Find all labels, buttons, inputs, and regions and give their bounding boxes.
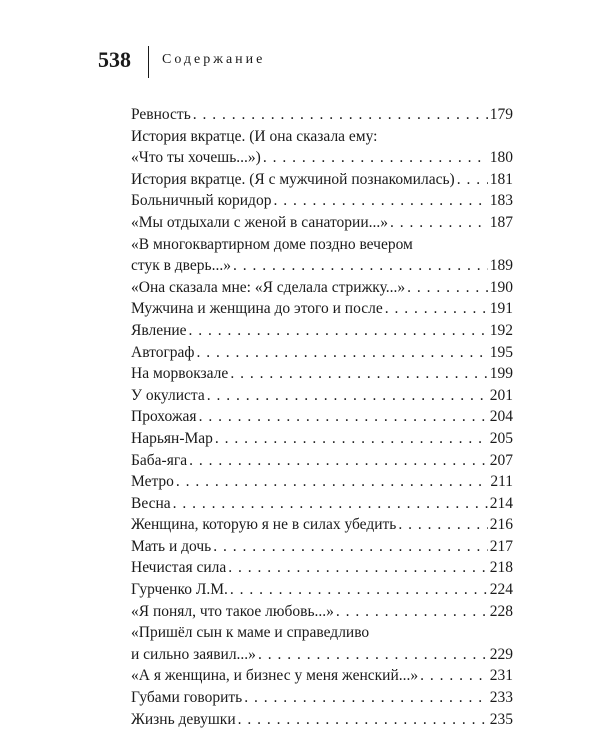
toc-entry-title: «А я женщина, и бизнес у меня женский...» <box>131 667 419 685</box>
toc-entry <box>131 428 513 450</box>
toc-entry <box>131 104 513 126</box>
toc-entry-page: 228 <box>489 602 513 620</box>
toc-line <box>131 557 513 579</box>
toc-entry-title: Прохожая <box>131 408 197 426</box>
toc-line <box>131 601 513 623</box>
toc-line <box>131 514 513 536</box>
toc-line <box>131 493 513 515</box>
toc-entry-title: «Что ты хочешь...») <box>131 149 261 167</box>
dot-leader <box>230 363 487 385</box>
toc-entry-title: Больничный коридор <box>131 192 272 210</box>
toc-line <box>131 687 513 709</box>
toc-entry-page: 211 <box>490 473 513 491</box>
toc-entry-page: 218 <box>489 559 513 577</box>
toc-entry <box>131 169 513 191</box>
dot-leader <box>228 557 487 579</box>
toc-entry <box>131 450 513 472</box>
toc-line <box>131 450 513 472</box>
toc-line <box>131 212 513 234</box>
toc-entry-title: Баба-яга <box>131 451 188 469</box>
toc-entry-title: стук в дверь...» <box>131 257 231 275</box>
dot-leader <box>199 406 488 428</box>
toc-entry-title: Явление <box>131 321 187 339</box>
toc-entry-title: «Мы отдыхали с женой в санатории...» <box>131 213 389 231</box>
toc-line <box>131 385 513 407</box>
toc-entry-page: 181 <box>489 170 513 188</box>
toc-entry-title: История вкратце. (И она сказала ему: <box>131 127 378 145</box>
toc-entry-title: Ревность <box>131 106 191 123</box>
toc-entry-title: Метро <box>131 473 174 491</box>
toc-entry-page: 183 <box>489 192 513 210</box>
toc-entry-title: «В многоквартирном доме поздно вечером <box>131 235 413 253</box>
toc-line <box>131 169 513 191</box>
toc-entry-page: 180 <box>489 149 513 167</box>
toc-line <box>131 536 513 558</box>
toc-entry-page: 233 <box>489 689 513 707</box>
toc-entry <box>131 342 513 364</box>
toc-entry-title: и сильно заявил...» <box>131 645 256 663</box>
toc-entry <box>131 493 513 515</box>
dot-leader <box>189 450 488 472</box>
dot-leader <box>233 255 488 277</box>
dot-leader <box>244 687 488 709</box>
dot-leader <box>215 428 488 450</box>
toc-entry-page: 229 <box>489 645 513 663</box>
toc-entry-title: «Я понял, что такое любовь...» <box>131 602 334 620</box>
toc-entry-page: 199 <box>489 365 513 383</box>
toc-entry-title: Жизнь девушки <box>131 710 236 728</box>
toc-entry-page: 201 <box>489 386 513 404</box>
dot-leader <box>176 471 488 493</box>
toc-entry-page: 205 <box>489 429 513 447</box>
dot-leader <box>189 320 488 342</box>
toc-entry-title: Нечистая сила <box>131 559 227 577</box>
toc-line <box>131 147 513 169</box>
toc-entry-page: 195 <box>489 343 513 361</box>
toc-line <box>131 622 513 644</box>
toc-entry <box>131 234 513 277</box>
dot-leader <box>213 536 488 558</box>
toc-entry-title: «Пришёл сын к маме и справедливо <box>131 624 370 642</box>
toc-entry-page: 190 <box>489 278 513 296</box>
toc-line <box>131 190 513 212</box>
toc-line <box>131 104 513 126</box>
toc-entry <box>131 622 513 665</box>
dot-leader <box>407 277 488 299</box>
toc-entry-title: Мать и дочь <box>131 537 212 555</box>
toc-line <box>131 644 513 666</box>
toc-entry-title: «Она сказала мне: «Я сделала стрижку...» <box>131 278 406 296</box>
toc-line <box>131 471 513 493</box>
toc-entry-title: Женщина, которую я не в силах убедить <box>131 516 397 534</box>
dot-leader <box>193 104 488 126</box>
toc-line <box>131 298 513 320</box>
toc-entry-page: 179 <box>489 106 513 123</box>
toc-entry <box>131 709 513 731</box>
dot-leader <box>258 644 488 666</box>
toc-line <box>131 665 513 687</box>
toc-entry-title: Гурченко Л.М. <box>131 581 228 599</box>
dot-leader <box>273 190 487 212</box>
toc-entry <box>131 126 513 169</box>
toc-entry-page: 224 <box>489 581 513 599</box>
dot-leader <box>398 514 487 536</box>
dot-leader <box>385 298 488 320</box>
toc-line <box>131 126 513 148</box>
toc-entry-title: Мужчина и женщина до этого и после <box>131 300 383 318</box>
toc-entry-page: 187 <box>489 213 513 231</box>
toc-line <box>131 428 513 450</box>
table-of-contents <box>131 104 513 730</box>
toc-entry-title: История вкратце. (Я с мужчиной познакомилась) <box>131 170 455 188</box>
toc-entry <box>131 687 513 709</box>
section-title: Содержание <box>162 52 266 67</box>
dot-leader <box>230 579 488 601</box>
toc-entry-title: Автограф <box>131 343 195 361</box>
toc-entry-title: Губами говорить <box>131 689 243 707</box>
toc-entry-title: Нарьян-Мар <box>131 429 213 447</box>
toc-entry-page: 214 <box>489 494 513 512</box>
toc-entry-page: 192 <box>489 321 513 339</box>
toc-entry <box>131 212 513 234</box>
toc-line <box>131 277 513 299</box>
toc-entry-page: 235 <box>489 710 513 728</box>
toc-entry <box>131 277 513 299</box>
page-header <box>98 44 518 80</box>
toc-entry <box>131 385 513 407</box>
toc-entry <box>131 363 513 385</box>
toc-entry-page: 217 <box>489 537 513 555</box>
toc-entry <box>131 665 513 687</box>
toc-entry-page: 191 <box>489 300 513 318</box>
dot-leader <box>420 665 488 687</box>
toc-entry <box>131 190 513 212</box>
dot-leader <box>173 493 488 515</box>
toc-entry <box>131 514 513 536</box>
dot-leader <box>238 709 488 731</box>
toc-entry <box>131 320 513 342</box>
toc-entry-page: 216 <box>489 516 513 534</box>
toc-entry <box>131 557 513 579</box>
toc-line <box>131 579 513 601</box>
toc-entry-page: 231 <box>489 667 513 685</box>
toc-line <box>131 255 513 277</box>
dot-leader <box>390 212 488 234</box>
toc-line <box>131 363 513 385</box>
toc-entry <box>131 406 513 428</box>
toc-line <box>131 234 513 256</box>
dot-leader <box>196 342 487 364</box>
toc-line <box>131 709 513 731</box>
toc-entry-page: 204 <box>489 408 513 426</box>
toc-line <box>131 406 513 428</box>
toc-entry-title: У окулиста <box>131 386 205 404</box>
toc-entry-title: Весна <box>131 494 171 512</box>
toc-entry <box>131 601 513 623</box>
header-divider <box>148 46 149 78</box>
toc-entry <box>131 536 513 558</box>
toc-entry-page: 189 <box>489 257 513 275</box>
toc-entry-title: На морвокзале <box>131 365 229 383</box>
dot-leader <box>336 601 488 623</box>
toc-entry <box>131 471 513 493</box>
toc-entry-page: 207 <box>489 451 513 469</box>
toc-entry <box>131 298 513 320</box>
toc-entry <box>131 579 513 601</box>
dot-leader <box>207 385 488 407</box>
toc-line <box>131 320 513 342</box>
page-number: 538 <box>98 47 131 72</box>
dot-leader <box>263 147 488 169</box>
dot-leader <box>457 169 488 191</box>
toc-line <box>131 342 513 364</box>
